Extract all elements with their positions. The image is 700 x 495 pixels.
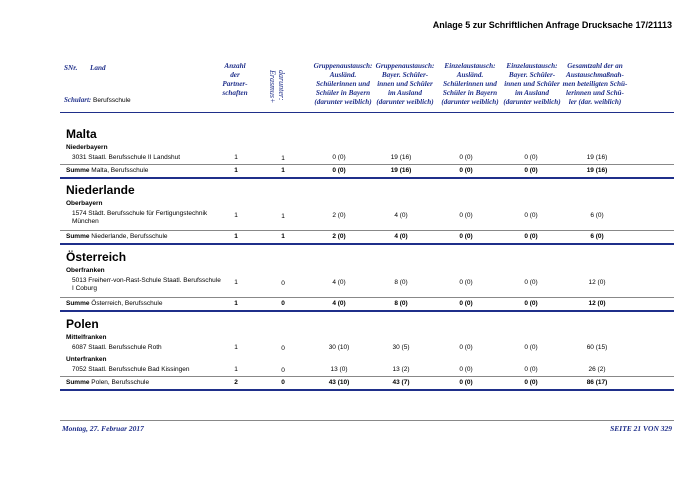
sum-cell: 0 (0) bbox=[524, 233, 538, 240]
sum-cell: 2 (0) bbox=[332, 233, 346, 240]
header-col1-line: Ausländ. bbox=[329, 71, 357, 79]
sum-cell: 19 (16) bbox=[390, 167, 412, 174]
sum-name: Niederlande, Berufsschule bbox=[91, 233, 168, 240]
sum-row-label bbox=[66, 167, 148, 174]
sum-cell: 0 (0) bbox=[459, 379, 473, 386]
table-cell: 0 (0) bbox=[459, 154, 473, 161]
sum-cell: 43 (10) bbox=[328, 379, 350, 386]
sum-cell: 0 bbox=[281, 300, 285, 307]
sum-cell: 6 (0) bbox=[590, 233, 604, 240]
header-col2-line: (darunter weiblich) bbox=[376, 98, 434, 106]
table-cell: 0 (0) bbox=[524, 344, 538, 351]
table-cell: 30 (10) bbox=[328, 344, 350, 351]
table-cell: 1 bbox=[234, 344, 238, 351]
header-anzahl-line: schaften bbox=[222, 89, 248, 97]
header-col4-line: Bayer. Schüler- bbox=[508, 71, 556, 79]
region-heading: Niederbayern bbox=[66, 144, 108, 151]
sum-cell: 0 (0) bbox=[524, 167, 538, 174]
header-col1-line: (darunter weiblich) bbox=[314, 98, 372, 106]
region-heading: Oberbayern bbox=[66, 200, 103, 207]
table-cell: 60 (15) bbox=[586, 344, 608, 351]
header-col5-line: Gesamtzahl der an bbox=[567, 62, 623, 70]
header-erasmus-line: Erasmus+ bbox=[268, 70, 277, 104]
header-col4 bbox=[499, 62, 565, 107]
table-cell: 0 (0) bbox=[459, 212, 473, 219]
header-col1-line: Schüler in Bayern bbox=[315, 89, 371, 97]
school-name: 5013 Freiherr-von-Rast-Schule Staatl. Berufsschule I Coburg bbox=[72, 277, 221, 292]
sum-row-label bbox=[66, 300, 162, 307]
sum-cell: 8 (0) bbox=[394, 300, 408, 307]
sum-cell: 1 bbox=[234, 300, 238, 307]
region-heading: Mittelfranken bbox=[66, 334, 107, 341]
sum-cell: 0 (0) bbox=[332, 167, 346, 174]
table-cell: 4 (0) bbox=[332, 279, 346, 286]
region-heading: Oberfranken bbox=[66, 267, 105, 274]
sum-rule bbox=[60, 164, 674, 165]
sum-name: Malta, Berufsschule bbox=[91, 167, 149, 174]
table-cell: 12 (0) bbox=[588, 279, 606, 286]
table-cell: 1 bbox=[234, 154, 238, 161]
header-anzahl-line: Partner- bbox=[222, 80, 248, 88]
table-cell: 13 (0) bbox=[330, 366, 348, 373]
header-schulart bbox=[64, 96, 131, 104]
header-col5-line: Austauschmaßnah- bbox=[566, 71, 624, 79]
sum-cell: 1 bbox=[234, 167, 238, 174]
header-col3-line: Schüler in Bayern bbox=[442, 89, 498, 97]
table-cell: 13 (2) bbox=[392, 366, 410, 373]
sum-cell: 4 (0) bbox=[394, 233, 408, 240]
schulart-value: Berufsschule bbox=[93, 97, 131, 104]
country-heading: Niederlande bbox=[66, 183, 135, 197]
sum-rule bbox=[60, 230, 674, 231]
footer-date: Montag, 27. Februar 2017 bbox=[62, 424, 144, 433]
table-cell: 0 bbox=[281, 367, 285, 374]
sum-label: Summe bbox=[66, 233, 90, 240]
sum-cell: 0 (0) bbox=[524, 300, 538, 307]
sum-cell: 4 (0) bbox=[332, 300, 346, 307]
header-col1 bbox=[310, 62, 376, 107]
table-cell: 0 (0) bbox=[459, 366, 473, 373]
header-col3 bbox=[437, 62, 503, 107]
header-col2-line: innen und Schüler bbox=[377, 80, 433, 88]
table-cell: 0 (0) bbox=[524, 279, 538, 286]
table-cell: 1 bbox=[281, 155, 285, 162]
sum-cell: 2 bbox=[234, 379, 238, 386]
school-name: 6087 Staatl. Berufsschule Roth bbox=[72, 344, 162, 351]
header-erasmus-line: darunter: bbox=[277, 70, 286, 101]
table-cell: 26 (2) bbox=[588, 366, 606, 373]
section-rule bbox=[60, 243, 674, 245]
sum-label: Summe bbox=[66, 379, 90, 386]
country-heading: Malta bbox=[66, 127, 97, 141]
table-cell: 0 bbox=[281, 280, 285, 287]
sum-name: Polen, Berufsschule bbox=[91, 379, 150, 386]
footer-page: SEITE 21 VON 329 bbox=[610, 424, 672, 433]
country-heading: Polen bbox=[66, 317, 99, 331]
sum-cell: 1 bbox=[281, 233, 285, 240]
sum-row-label bbox=[66, 379, 149, 386]
header-anzahl bbox=[215, 62, 255, 98]
header-erasmus bbox=[268, 70, 286, 110]
header-col3-line: Schülerinnen und bbox=[443, 80, 497, 88]
header-col2-line: im Ausland bbox=[388, 89, 422, 97]
table-cell: 1 bbox=[281, 213, 285, 220]
sum-name: Österreich, Berufsschule bbox=[91, 300, 163, 307]
header-col3-line: Einzelaustausch: bbox=[444, 62, 496, 70]
header-anzahl-line: Anzahl bbox=[224, 62, 246, 70]
header-col2-line: Gruppenaustausch: bbox=[375, 62, 435, 70]
sum-cell: 1 bbox=[234, 233, 238, 240]
schulart-label: Schulart: bbox=[64, 96, 92, 104]
region-heading: Unterfranken bbox=[66, 356, 107, 363]
footer-rule bbox=[60, 420, 674, 421]
sum-cell: 0 (0) bbox=[459, 300, 473, 307]
sum-label: Summe bbox=[66, 300, 90, 307]
header-col4-line: (darunter weiblich) bbox=[503, 98, 561, 106]
table-cell: 19 (16) bbox=[586, 154, 608, 161]
sum-cell: 0 (0) bbox=[524, 379, 538, 386]
sum-cell: 43 (7) bbox=[392, 379, 410, 386]
sum-label: Summe bbox=[66, 167, 90, 174]
table-cell: 0 (0) bbox=[524, 154, 538, 161]
header-col1-line: Gruppenaustausch: bbox=[313, 62, 373, 70]
sum-cell: 0 bbox=[281, 379, 285, 386]
school-name: 3031 Staatl. Berufsschule II Landshut bbox=[72, 154, 181, 161]
table-cell: 0 (0) bbox=[524, 212, 538, 219]
header-col4-line: Einzelaustausch: bbox=[506, 62, 558, 70]
table-cell: 0 (0) bbox=[332, 154, 346, 161]
section-rule bbox=[60, 177, 674, 179]
section-rule bbox=[60, 310, 674, 312]
header-col5-line: lerinnen und Schü- bbox=[566, 89, 624, 97]
school-name: 7052 Staatl. Berufsschule Bad Kissingen bbox=[72, 366, 190, 373]
sum-cell: 1 bbox=[281, 167, 285, 174]
header-col4-line: innen und Schüler bbox=[504, 80, 560, 88]
section-rule bbox=[60, 389, 674, 391]
header-land: Land bbox=[90, 64, 106, 72]
sum-cell: 19 (16) bbox=[586, 167, 608, 174]
header-col4-line: im Ausland bbox=[515, 89, 549, 97]
table-cell: 19 (16) bbox=[390, 154, 412, 161]
sum-cell: 12 (0) bbox=[588, 300, 606, 307]
table-cell: 6 (0) bbox=[590, 212, 604, 219]
header-col3-line: (darunter weiblich) bbox=[441, 98, 499, 106]
table-cell: 4 (0) bbox=[394, 212, 408, 219]
table-cell: 1 bbox=[234, 279, 238, 286]
school-name: 1574 Städt. Berufsschule für Fertigungstechnik München bbox=[72, 210, 208, 225]
sum-cell: 0 (0) bbox=[459, 167, 473, 174]
table-cell: 2 (0) bbox=[332, 212, 346, 219]
header-col5-line: men beteiligten Schü- bbox=[562, 80, 628, 88]
header-anzahl-line: der bbox=[230, 71, 240, 79]
header-col1-line: Schülerinnen und bbox=[316, 80, 370, 88]
header-col2-line: Bayer. Schüler- bbox=[381, 71, 429, 79]
table-cell: 1 bbox=[234, 366, 238, 373]
table-cell: 0 (0) bbox=[524, 366, 538, 373]
table-cell: 0 (0) bbox=[459, 279, 473, 286]
header-col2 bbox=[372, 62, 438, 107]
table-cell: 0 (0) bbox=[459, 344, 473, 351]
header-snr: SNr. bbox=[64, 64, 78, 72]
header-col5 bbox=[562, 62, 628, 107]
header-col5-line: ler (dar. weiblich) bbox=[568, 98, 622, 106]
table-cell: 0 bbox=[281, 345, 285, 352]
header-col3-line: Ausländ. bbox=[456, 71, 484, 79]
table-cell: 30 (5) bbox=[392, 344, 410, 351]
sum-rule bbox=[60, 297, 674, 298]
sum-cell: 0 (0) bbox=[459, 233, 473, 240]
table-cell: 8 (0) bbox=[394, 279, 408, 286]
header-rule bbox=[60, 112, 674, 113]
page-title: Anlage 5 zur Schriftlichen Anfrage Drucksache 17/21113 bbox=[432, 20, 672, 30]
country-heading: Österreich bbox=[66, 250, 127, 264]
sum-rule bbox=[60, 376, 674, 377]
sum-row-label bbox=[66, 233, 168, 240]
sum-cell: 86 (17) bbox=[586, 379, 608, 386]
table-cell: 1 bbox=[234, 212, 238, 219]
